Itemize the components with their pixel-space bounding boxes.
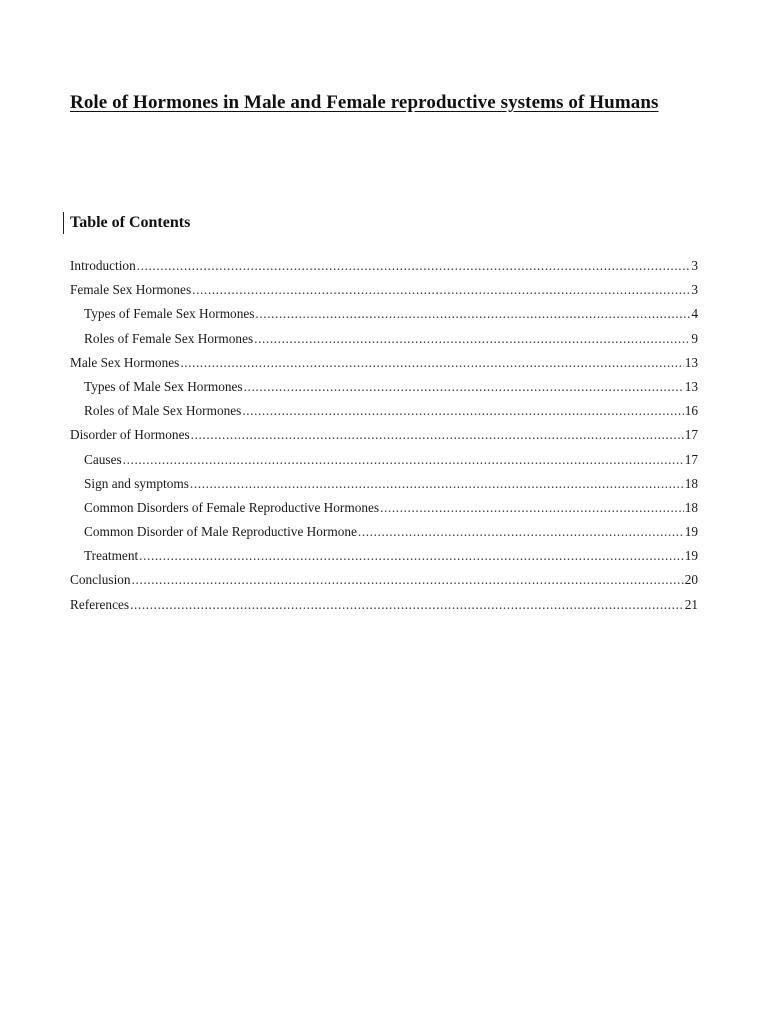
- toc-entry-label: References: [70, 596, 130, 612]
- toc-entry-label: Roles of Male Sex Hormones: [84, 403, 242, 419]
- toc-entry-label: Male Sex Hormones: [70, 354, 180, 370]
- toc-leader-dots: [380, 496, 684, 520]
- toc-leader-dots: [254, 327, 690, 351]
- toc-entry-page: 3: [691, 258, 698, 273]
- toc-leader-dots: [132, 568, 684, 592]
- toc-leader-dots: [139, 544, 684, 568]
- toc-entry-roles-of-female-sex-hormones[interactable]: [70, 327, 698, 351]
- toc-entry-page: 19: [684, 548, 698, 564]
- toc-entry-label: Common Disorder of Male Reproductive Hormone: [84, 524, 357, 540]
- toc-entry-label: Roles of Female Sex Hormones: [84, 330, 254, 346]
- toc-entry-female-sex-hormones[interactable]: [70, 278, 698, 302]
- text-cursor: [63, 212, 64, 234]
- toc-entry-page: 17: [684, 427, 698, 443]
- toc-entry-label: Types of Female Sex Hormones: [84, 306, 255, 322]
- toc-entry-page: 21: [684, 596, 698, 612]
- toc-entry-treatment[interactable]: [70, 544, 698, 568]
- toc-heading: Table of Contents: [70, 214, 191, 231]
- toc-entry-conclusion[interactable]: [70, 568, 698, 592]
- toc-entry-types-of-male-sex-hormones[interactable]: [70, 375, 698, 399]
- toc-leader-dots: [358, 520, 684, 544]
- toc-entry-label: Introduction: [70, 258, 136, 273]
- toc-leader-dots: [180, 351, 683, 375]
- toc-entry-label: Common Disorders of Female Reproductive Hormones: [84, 499, 380, 515]
- document-title: Role of Hormones in Male and Female reproductive systems of Humans: [70, 92, 659, 113]
- toc-entry-label: Sign and symptoms: [84, 475, 189, 491]
- toc-entry-sign-and-symptoms[interactable]: [70, 472, 698, 496]
- toc-leader-dots: [137, 254, 691, 278]
- toc-leader-dots: [130, 593, 684, 617]
- toc-leader-dots: [255, 302, 690, 326]
- toc-leader-dots: [242, 399, 683, 423]
- toc-entry-page: 20: [684, 572, 698, 588]
- toc-leader-dots: [244, 375, 684, 399]
- toc-leader-dots: [192, 278, 690, 302]
- toc-entry-page: 17: [684, 451, 698, 467]
- toc-entry-male-sex-hormones[interactable]: [70, 351, 698, 375]
- toc-leader-dots: [123, 448, 684, 472]
- toc-leader-dots: [190, 472, 684, 496]
- toc-entry-page: 13: [684, 378, 698, 394]
- toc-entry-page: 18: [684, 475, 698, 491]
- toc-entry-references[interactable]: [70, 593, 698, 617]
- toc-entry-label: Treatment: [84, 548, 139, 564]
- toc-entry-roles-of-male-sex-hormones[interactable]: [70, 399, 698, 423]
- toc-entry-page: 13: [684, 354, 698, 370]
- toc-entry-page: 16: [684, 403, 698, 419]
- toc-entry-types-of-female-sex-hormones[interactable]: [70, 302, 698, 326]
- toc-entry-page: 4: [691, 306, 698, 322]
- toc-entry-label: Disorder of Hormones: [70, 427, 190, 443]
- toc-leader-dots: [191, 423, 684, 447]
- toc-entry-page: 3: [691, 282, 698, 298]
- toc-list: [70, 254, 698, 617]
- toc-entry-common-disorder-male[interactable]: [70, 520, 698, 544]
- toc-entry-common-disorders-female[interactable]: [70, 496, 698, 520]
- toc-entry-label: Conclusion: [70, 572, 131, 588]
- toc-entry-label: Causes: [84, 451, 122, 467]
- toc-entry-label: Female Sex Hormones: [70, 282, 192, 298]
- toc-entry-page: 19: [684, 524, 698, 540]
- toc-entry-disorder-of-hormones[interactable]: [70, 423, 698, 447]
- toc-entry-page: 9: [691, 330, 698, 346]
- toc-entry-introduction[interactable]: [70, 254, 698, 278]
- toc-entry-causes[interactable]: [70, 448, 698, 472]
- toc-entry-label: Types of Male Sex Hormones: [84, 378, 243, 394]
- toc-entry-page: 18: [684, 499, 698, 515]
